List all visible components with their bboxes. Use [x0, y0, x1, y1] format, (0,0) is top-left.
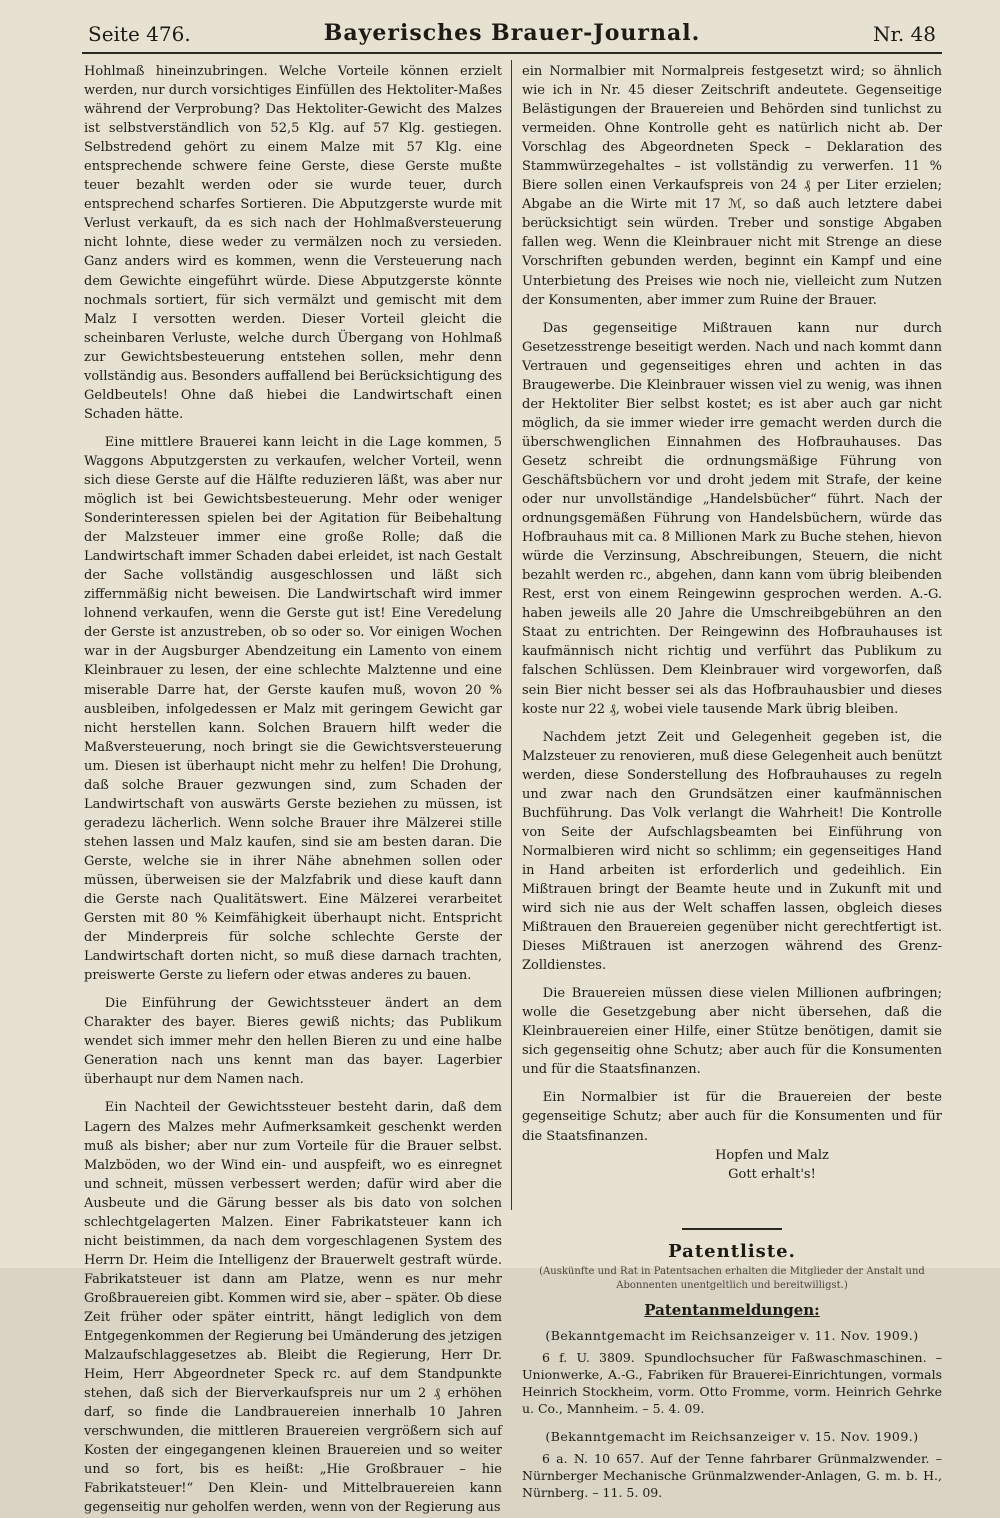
closing-motto — [602, 1146, 942, 1184]
left-column — [84, 62, 502, 1516]
patent-applications-heading: Patentanmeldungen: — [644, 1300, 820, 1319]
announcement-line: (Bekanntgemacht im Reichsanzeiger v. 15. Nov. 1909.) — [545, 1428, 919, 1444]
patent-list-heading: Patentliste. — [668, 1240, 796, 1262]
column-divider — [511, 60, 512, 1210]
paragraph: Die Brauereien müssen diese vielen Millionen aufbringen; wolle die Gesetzgebung aber nicht übersehen, daß die Kleinbrauereien einer Hilfe, einer Stütze benötigen, damit sie sich gegenseitig ohne Schutz; aber auch für die Konsumenten und für die Staatsfinanzen. — [522, 986, 942, 1078]
paragraph: ein Normalbier mit Normalpreis festgesetzt wird; so ähnlich wie ich in Nr. 45 dieser Zeitschrift andeutete. Gegenseitige Belästigungen der Brauereien und Behörden sind tunlichst zu vermeiden. Ohne Kontrolle geht es natürlich nicht ab. Der Vorschlag des Abgeordneten Speck – Deklaration des Stammwürzegehaltes – ist vollständig zu verwerfen. 11 % Biere sollen einen Verkaufspreis von 24 ₰ per Liter erzielen; Abgabe an die Wirte mit 17 ℳ, so daß auch letztere dabei berücksichtigt sein würden. Treber und sonstige Abgaben fallen weg. Wenn die Kleinbrauer nicht mit Strenge an diese Vorschriften gebunden werden, beginnt ein Kampf und eine Unterbietung des Preises wie noch nie, vielleicht zum Nutzen der Konsumenten, aber immer zum Ruine der Brauer. — [522, 64, 942, 308]
closing-line: Gott erhalt's! — [728, 1166, 816, 1182]
journal-title: Bayerisches Brauer-Journal. — [323, 20, 701, 46]
patent-list-note: (Auskünfte und Rat in Patentsachen erhalten die Mitglieder der Anstalt und Abonnenten unentgeltlich und bereitwilligst.) — [539, 1265, 925, 1291]
patent-entry: 6 f. U. 3809. Spundlochsucher für Faßwaschmaschinen. – Unionwerke, A.-G., Fabriken für Brauerei-Einrichtungen, vormals Heinrich Stockheim, vorm. Otto Fromme, vorm. Heinrich Gehrke u. Co., Mannheim. – 5. 4. 09. — [522, 1349, 942, 1416]
page-number: Seite 476. — [88, 22, 191, 46]
page-header — [82, 18, 942, 54]
paragraph: Eine mittlere Brauerei kann leicht in die Lage kommen, 5 Waggons Abputzgersten zu verkaufen, welcher Vorteil, wenn sich diese Gerste auf die Hälfte reduzieren läßt, was aber nur möglich ist bei Gewichtsbesteuerung. Mehr oder weniger Sonderinteressen spielen bei der Agitation für Beibehaltung der Malzsteuer immer eine große Rolle; daß die Landwirtschaft immer Schaden dabei erleidet, ist nach Gestalt der Sache vollständig ausgeschlossen und läßt sich ziffernmäßig nicht beweisen. Die Landwirtschaft wird immer lohnend verkaufen, wenn die Gerste gut ist! Eine Veredelung der Gerste ist anzustreben, ob so oder so. Vor einigen Wochen war in der Augsburger Abendzeitung ein Lamento von einem Kleinbrauer zu lesen, der eine schlechte Malztenne und eine miserable Darre hat, der Gerste kaufen muß, wovon 20 % ausbleiben, infolgedessen er Malz mit geringem Gewicht gar nicht herstellen kann. Solchen Brauern hilft weder die Maßversteuerung, noch bringt sie die Gewichtsversteuerung um. Diesen ist überhaupt nicht mehr zu helfen! Die Drohung, daß solche Brauer gezwungen sind, zum Schaden der Landwirtschaft von auswärts Gerste beziehen zu müssen, ist geradezu lächerlich. Wenn solche Brauer ihre Mälzerei stille stehen lassen und Malz kaufen, sind sie am besten daran. Die Gerste, welche sie in ihrer Nähe abnehmen sollen oder müssen, überweisen sie der Malzfabrik und diese kauft dann die Gerste nach Qualitätswert. Eine Mälzerei verarbeitet Gersten mit 80 % Keimfähigkeit überhaupt nicht. Entspricht der Minderpreis für solche schlechte Gerste der Landwirtschaft dorten nicht, so muß diese darnach trachten, preiswerte Gerste zu liefern oder etwas anderes zu bauen. — [84, 434, 502, 984]
patent-entry: 6 a. N. 10 657. Auf der Tenne fahrbarer Grünmalzwender. – Nürnberger Mechanische Grünmalzwender-Anlagen, G. m. b. H., Nürnberg. – 11. 5. 09. — [522, 1450, 942, 1500]
announcement-line: (Bekanntgemacht im Reichsanzeiger v. 11. Nov. 1909.) — [545, 1327, 919, 1343]
paragraph: Nachdem jetzt Zeit und Gelegenheit gegeben ist, die Malzsteuer zu renovieren, muß diese Gelegenheit auch benützt werden, diese Sonderstellung des Hofbrauhauses zu regeln und zwar nach den Grundsätzen einer kaufmännischen Buchführung. Das Volk verlangt die Wahrheit! Die Kontrolle von Seite der Aufschlagsbeamten bei Einführung von Normalbieren wird nicht so schlimm; ein gegenseitiges Hand in Hand arbeiten ist erforderlich und gedeihlich. Ein Mißtrauen bringt der Beamte heute und in Zukunft mit und wird sich nie aus der Welt schaffen lassen, obgleich dieses Mißtrauen den Brauereien gegenüber nicht gerechtfertigt ist. Dieses Mißtrauen ist anerzogen während des Grenz-Zolldienstes. — [522, 729, 942, 974]
paragraph: Ein Normalbier ist für die Brauereien der beste gegenseitige Schutz; aber auch für die Konsumenten und für die Staatsfinanzen. — [522, 1090, 942, 1144]
closing-line: Hopfen und Malz — [715, 1147, 829, 1163]
section-rule — [682, 1228, 782, 1230]
issue-number: Nr. 48 — [872, 22, 936, 46]
paragraph: Das gegenseitige Mißtrauen kann nur durch Gesetzesstrenge beseitigt werden. Nach und nach kommt dann Vertrauen und gegenseitiges ehren und achten in das Braugewerbe. Die Kleinbrauer wissen viel zu wenig, was ihnen der Hektoliter Bier selbst kostet; es ist aber auch gar nicht möglich, da sie immer wieder irre gemacht werden durch die überschwenglichen Einnahmen des Hofbrauhauses. Das Gesetz schreibt die ordnungsmäßige Führung von Geschäftsbüchern vor und droht jedem mit Strafe, der keine oder nur unvollständige „Handelsbücher“ führt. Nach der ordnungsgemäßen Führung von Handelsbüchern, würde das Hofbrauhaus mit ca. 8 Millionen Mark zu Buche stehen, hievon würde die Verzinsung, Abschreibungen, Steuern, die nicht bezahlt werden rc., abgehen, dann kann vom übrig bleibenden Rest, erst von einem Reingewinn gesprochen werden. A.-G. haben jeweils alle 20 Jahre die Umschreibgebühren an den Staat zu entrichten. Der Reingewinn des Hofbrauhauses ist kaufmännisch nicht richtig und verführt das Publikum zu falschen Schlüssen. Dem Kleinbrauer wird vorgeworfen, daß sein Bier nicht besser sei als das Hofbrauhausbier und dieses koste nur 22 ₰, wobei viele tausende Mark übrig bleiben. — [522, 320, 942, 717]
paragraph: Ein Nachteil der Gewichtssteuer besteht darin, daß dem Lagern des Malzes mehr Aufmerksamkeit geschenkt werden muß als bisher; aber nur zum Vorteile für die Brauer selbst. Malzböden, wo der Wind ein- und auspfeift, wo es einregnet und schneit, müssen verbessert werden; dafür wird aber die Ausbeute und die Gärung besser als bis dato von solchen schlechtgelagerten Malzen. Einer Fabrikatsteuer kann ich nicht beistimmen, da nach dem vorgeschlagenen System des Herrn Dr. Heim die Intelligenz der Brauerwelt gestraft würde. Fabrikatsteuer ist dann am Platze, wenn es nur mehr Großbrauereien gibt. Kommen wird sie, aber – später. Ob diese Zeit früher oder später eintritt, hängt lediglich von dem Entgegenkommen der Regierung bei Umänderung des jetzigen Malzaufschlaggesetzes ab. Bleibt die Regierung, Herr Dr. Heim, Herr Abgeordneter Speck rc. auf dem Standpunkte stehen, daß sich der Bierverkaufspreis nur um 2 ₰ erhöhen darf, so finde die Landbrauereien innerhalb 10 Jahren verschwunden, die mittleren Brauereien vergrößern sich auf Kosten der eingegangenen kleinen Brauereien und so weiter und so fort, bis es heißt: „Hie Großbrauer – hie Fabrikatsteuer!“ Den Klein- und Mittelbrauereien kann gegenseitig nur geholfen werden, wenn von der Regierung aus — [84, 1100, 502, 1516]
paragraph: Hohlmaß hineinzubringen. Welche Vorteile können erzielt werden, nur durch vorsichtiges Einfüllen des Hektoliter-Maßes während der Verprobung? Das Hektoliter-Gewicht des Malzes ist selbstverständlich von 52,5 Klg. auf 57 Klg. gestiegen. Selbstredend gehört zu einem Malze mit 57 Klg. eine entsprechende schwere feine Gerste, diese Gerste mußte teuer bezahlt werden oder sie wurde teuer, durch entsprechend scharfes Sortieren. Die Abputzgerste wurde mit Verlust verkauft, da es sich nach der Hohlmaßversteuerung nicht lohnte, diese weder zu vermälzen noch zu versieden. Ganz anders wird es kommen, wenn die Versteuerung nach dem Gewichte eingeführt würde. Diese Abputzgerste könnte nochmals sortiert, für sich vermälzt und gemischt mit dem Malz I versotten werden. Dieser Vorteil gleicht die scheinbaren Verluste, welche durch Übergang von Hohlmaß zur Gewichtsbesteuerung entstehen sollen, mehr denn vollständig aus. Besonders auffallend bei Berücksichtigung des Geldbeutels! Ohne daß hiebei die Landwirtschaft einen Schaden hätte. — [84, 64, 502, 422]
right-column — [522, 62, 942, 1500]
paragraph: Die Einführung der Gewichtssteuer ändert an dem Charakter des bayer. Bieres gewiß nichts; das Publikum wendet sich immer mehr den hellen Bieren zu und eine halbe Generation nach uns kennt man das bayer. Lagerbier überhaupt nur dem Namen nach. — [84, 996, 502, 1088]
